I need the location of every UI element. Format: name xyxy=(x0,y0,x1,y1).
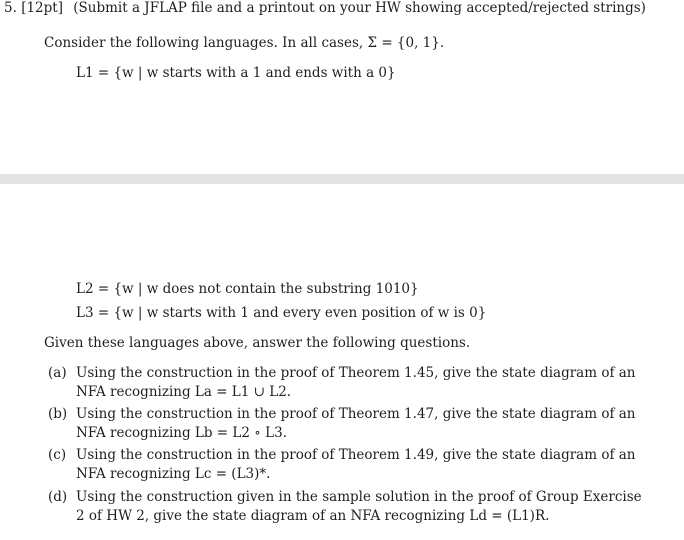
problem-number: 5. xyxy=(4,0,17,16)
language-l3: L3 = {w | w starts with 1 and every even position of w is 0} xyxy=(76,305,487,321)
language-l2: L2 = {w | w does not contain the substring 1010} xyxy=(76,281,419,297)
question-text: Using the construction in the proof of Theorem 1.47, give the state diagram of an NFA recognizing Lb = L2 ∘ L3. xyxy=(76,406,636,441)
question-text: Using the construction given in the sample solution in the proof of Group Exercise 2 of HW 2, give the state diagram of an NFA recognizing Ld = (L1)R. xyxy=(76,489,642,524)
problem-points: [12pt] xyxy=(21,0,63,16)
problem-instruction: (Submit a JFLAP file and a printout on your HW showing accepted/rejected strings) xyxy=(73,0,646,16)
problem-header xyxy=(4,0,646,16)
question-text: Using the construction in the proof of Theorem 1.49, give the state diagram of an NFA recognizing Lc = (L3)*. xyxy=(76,447,636,482)
language-l1: L1 = {w | w starts with a 1 and ends with a 0} xyxy=(76,65,396,81)
question-label: (a) xyxy=(48,365,67,381)
intro-text: Consider the following languages. In all cases, Σ = {0, 1}. xyxy=(44,35,445,51)
page-divider xyxy=(0,174,684,184)
question-label: (b) xyxy=(48,406,68,422)
questions-prompt: Given these languages above, answer the following questions. xyxy=(44,335,471,351)
question-label: (d) xyxy=(48,489,68,505)
question-text: Using the construction in the proof of Theorem 1.45, give the state diagram of an NFA recognizing La = L1 ∪ L2. xyxy=(76,365,636,400)
question-label: (c) xyxy=(48,447,67,463)
